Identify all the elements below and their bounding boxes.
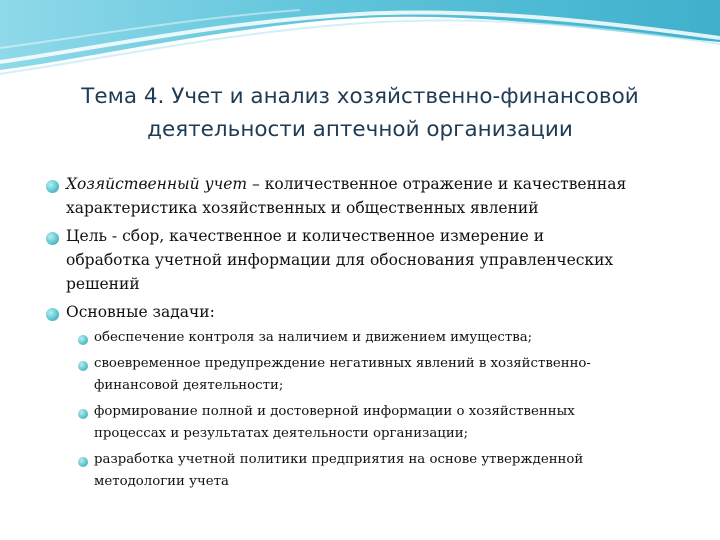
list-item-line [66,175,626,193]
term-hozyaystvenny-uchet: Хозяйственный учет [66,175,248,193]
sub-list-item-line: методологии учета [94,474,229,489]
sub-list-item-line: формирование полной и достоверной информации о хозяйственных [94,404,575,419]
sub-list-item-line: обеспечение контроля за наличием и движением имущества; [94,330,533,345]
sub-bullet-icon [78,457,88,467]
bullet-icon [46,308,59,321]
sub-bullet-icon [78,409,88,419]
slide-title-line1: Тема 4. Учет и анализ хозяйственно-финансовой [81,84,639,109]
list-item-line: Основные задачи: [66,303,215,321]
bullet-icon [46,232,59,245]
slide-title-line2: деятельности аптечной организации [147,117,573,142]
list-item-line: обработка учетной информации для обоснования управленческих [66,251,614,269]
sub-bullet-icon [78,335,88,345]
sub-bullet-icon [78,361,88,371]
definition-text: – количественное отражение и качественная [247,175,627,193]
list-item-line: Цель - сбор, качественное и количественное измерение и [66,227,545,245]
list-item-line: решений [66,275,140,293]
list-item-line: характеристика хозяйственных и общественных явлений [66,199,539,217]
sub-list-item-line: своевременное предупреждение негативных явлений в хозяйственно- [94,356,591,371]
sub-list-item-line: процессах и результатах деятельности организации; [94,426,469,441]
sub-list-item-line: разработка учетной политики предприятия на основе утвержденной [94,452,584,467]
bullet-icon [46,180,59,193]
sub-list-item-line: финансовой деятельности; [94,378,284,393]
